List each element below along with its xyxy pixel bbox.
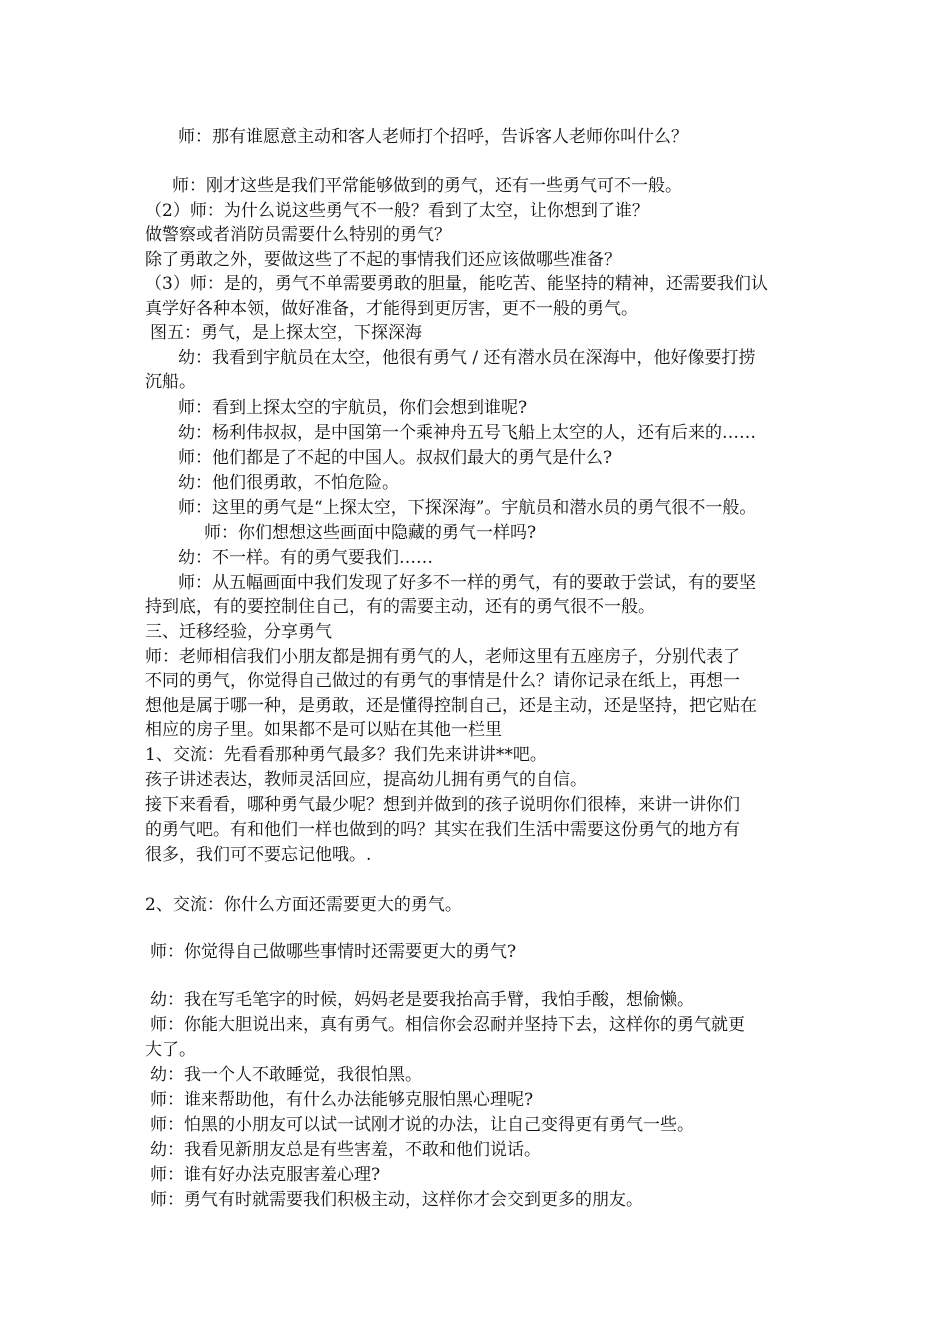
section-heading: 图五：勇气，是上探太空，下探深海 [150,323,422,343]
text-line: 幼：不一样。有的勇气要我们…… [178,548,433,568]
text-line: 师：那有谁愿意主动和客人老师打个招呼，告诉客人老师你叫什么？ [178,127,688,147]
text-line: 师：怕黑的小朋友可以试一试刚才说的办法，让自己变得更有勇气一些。 [150,1115,694,1135]
text-line: 师：刚才这些是我们平常能够做到的勇气，还有一些勇气可不一般。 [172,176,682,196]
text-line: 师：你能大胆说出来，真有勇气。相信你会忍耐并坚持下去，这样你的勇气就更 [150,1015,745,1035]
text-line: 2、交流：你什么方面还需要更大的勇气。 [145,895,462,915]
text-line: 很多，我们可不要忘记他哦。. [145,845,372,865]
text-line: 师：他们都是了不起的中国人。叔叔们最大的勇气是什么? [178,448,613,468]
text-line: 1、交流：先看看那种勇气最多？我们先来讲讲**吧。 [145,745,547,765]
text-line: 沉船。 [145,372,196,392]
text-line: 师：你们想想这些画面中隐藏的勇气一样吗? [204,523,537,543]
text-line: 师：这里的勇气是“上探太空，下探深海”。宇航员和潜水员的勇气很不一般。 [178,498,757,518]
text-line: 的勇气吧。有和他们一样也做到的吗？其实在我们生活中需要这份勇气的地方有 [145,820,740,840]
text-line: 孩子讲述表达，教师灵活回应，提高幼儿拥有勇气的自信。 [145,770,587,790]
text-line: 师：勇气有时就需要我们积极主动，这样你才会交到更多的朋友。 [150,1190,643,1210]
text-line: 真学好各种本领，做好准备，才能得到更厉害，更不一般的勇气。 [145,299,638,319]
text-line: 做警察或者消防员需要什么特别的勇气？ [145,225,451,245]
text-line: 大了。 [145,1040,196,1060]
text-line: 师：从五幅画面中我们发现了好多不一样的勇气，有的要敢于尝试，有的要坚 [178,573,756,593]
text-line: 幼：我看见新朋友总是有些害羞，不敢和他们说话。 [150,1140,541,1160]
text-line: 师：看到上探太空的宇航员，你们会想到谁呢? [178,398,528,418]
text-line: （3）师：是的，勇气不单需要勇敢的胆量，能吃苦、能坚持的精神，还需要我们认 [145,274,768,294]
text-line: 幼：我看到宇航员在太空，他很有勇气 / 还有潜水员在深海中，他好像要打捞 [178,348,756,368]
text-line: 不同的勇气，你觉得自己做过的有勇气的事情是什么？请你记录在纸上，再想一 [145,671,740,691]
text-line: 持到底，有的要控制住自己，有的需要主动，还有的勇气很不一般。 [145,597,655,617]
text-line: 接下来看看，哪种勇气最少呢？想到并做到的孩子说明你们很棒，来讲一讲你们 [145,795,740,815]
text-line: 幼：我一个人不敢睡觉，我很怕黑。 [150,1065,422,1085]
text-line: 师：老师相信我们小朋友都是拥有勇气的人，老师这里有五座房子，分别代表了 [145,647,740,667]
text-line: 幼：他们很勇敢，不怕危险。 [178,473,399,493]
text-line: 师：谁有好办法克服害羞心理? [150,1165,381,1185]
text-line: 除了勇敢之外，要做这些了不起的事情我们还应该做哪些准备？ [145,250,621,270]
text-line: 幼：杨利伟叔叔，是中国第一个乘神舟五号飞船上太空的人，还有后来的…… [178,423,756,443]
text-line: 师：你觉得自己做哪些事情时还需要更大的勇气? [150,942,517,962]
text-line: 想他是属于哪一种，是勇敢，还是懂得控制自己，还是主动，还是坚持，把它贴在 [145,696,757,716]
text-line: 相应的房子里。如果都不是可以贴在其他一栏里 [145,720,502,740]
text-line: （2）师：为什么说这些勇气不一般？看到了太空，让你想到了谁？ [145,201,649,221]
section-heading: 三、迁移经验，分享勇气 [145,622,332,642]
text-line: 幼：我在写毛笔字的时候，妈妈老是要我抬高手臂，我怕手酸，想偷懒。 [150,990,694,1010]
text-line: 师：谁来帮助他，有什么办法能够克服怕黑心理呢? [150,1090,534,1110]
